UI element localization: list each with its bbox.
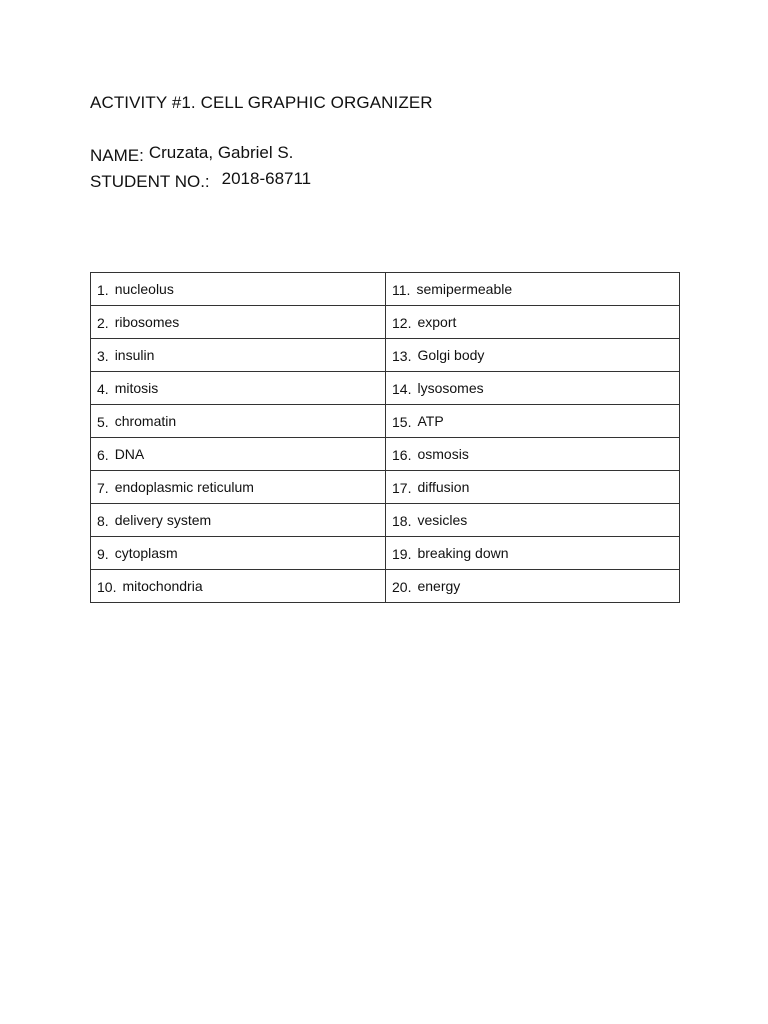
table-row [91, 471, 680, 504]
answer-text: chromatin [114, 413, 177, 429]
answer-text: mitochondria [122, 578, 203, 594]
item-number: 16. [392, 447, 412, 463]
answer-cell-left [91, 339, 386, 372]
answer-text: ATP [417, 413, 444, 429]
item-number: 4. [97, 381, 109, 397]
item-number: 8. [97, 513, 109, 529]
answer-cell-left [91, 273, 386, 306]
item-number: 5. [97, 414, 109, 430]
answer-cell-left [91, 306, 386, 339]
student-no-value: 2018-68711 [221, 169, 312, 188]
answer-cell-left [91, 438, 386, 471]
student-no-row [90, 169, 311, 192]
item-number: 7. [97, 480, 109, 496]
answer-text: lysosomes [417, 380, 484, 396]
answer-text: mitosis [114, 380, 159, 396]
table-row [91, 438, 680, 471]
table-row [91, 273, 680, 306]
table-row [91, 570, 680, 603]
table-row [91, 372, 680, 405]
table-row [91, 537, 680, 570]
item-number: 15. [392, 414, 412, 430]
answer-cell-right [386, 306, 680, 339]
answer-cell-right [386, 570, 680, 603]
answer-cell-left [91, 405, 386, 438]
item-number: 3. [97, 348, 109, 364]
answers-table [90, 272, 680, 603]
answer-cell-right [386, 405, 680, 438]
answer-cell-right [386, 438, 680, 471]
item-number: 11. [392, 282, 411, 298]
answer-text: insulin [114, 347, 155, 363]
item-number: 2. [97, 315, 109, 331]
answer-text: semipermeable [416, 281, 513, 297]
answer-cell-left [91, 471, 386, 504]
item-number: 1. [97, 282, 109, 298]
table-row [91, 405, 680, 438]
name-value: Cruzata, Gabriel S. [148, 143, 294, 162]
answer-cell-right [386, 471, 680, 504]
table-row [91, 306, 680, 339]
answer-text: breaking down [417, 545, 509, 561]
student-no-label: STUDENT NO.: [90, 172, 210, 191]
item-number: 14. [392, 381, 412, 397]
answer-cell-left [91, 570, 386, 603]
answer-cell-right [386, 273, 680, 306]
name-label: NAME: [90, 146, 144, 165]
answer-cell-right [386, 372, 680, 405]
answer-text: energy [417, 578, 461, 594]
item-number: 20. [392, 579, 412, 595]
answer-cell-left [91, 537, 386, 570]
answer-text: export [417, 314, 457, 330]
item-number: 12. [392, 315, 412, 331]
item-number: 18. [392, 513, 412, 529]
answer-text: nucleolus [114, 281, 174, 297]
answer-text: delivery system [114, 512, 212, 528]
name-row [90, 143, 293, 166]
answer-text: DNA [114, 446, 145, 462]
table-row [91, 504, 680, 537]
answer-cell-right [386, 504, 680, 537]
item-number: 9. [97, 546, 109, 562]
table-row [91, 339, 680, 372]
answer-cell-right [386, 339, 680, 372]
answer-text: vesicles [417, 512, 468, 528]
item-number: 17. [392, 480, 412, 496]
answer-text: cytoplasm [114, 545, 178, 561]
document-title: ACTIVITY #1. CELL GRAPHIC ORGANIZER [90, 93, 433, 112]
item-number: 10. [97, 579, 117, 595]
answers-table-body [91, 273, 680, 603]
answer-text: endoplasmic reticulum [114, 479, 254, 495]
item-number: 19. [392, 546, 412, 562]
answer-cell-right [386, 537, 680, 570]
answer-text: ribosomes [114, 314, 180, 330]
answer-text: Golgi body [417, 347, 485, 363]
answer-text: diffusion [417, 479, 470, 495]
item-number: 13. [392, 348, 412, 364]
answer-cell-left [91, 372, 386, 405]
answer-text: osmosis [417, 446, 469, 462]
item-number: 6. [97, 447, 109, 463]
answer-cell-left [91, 504, 386, 537]
